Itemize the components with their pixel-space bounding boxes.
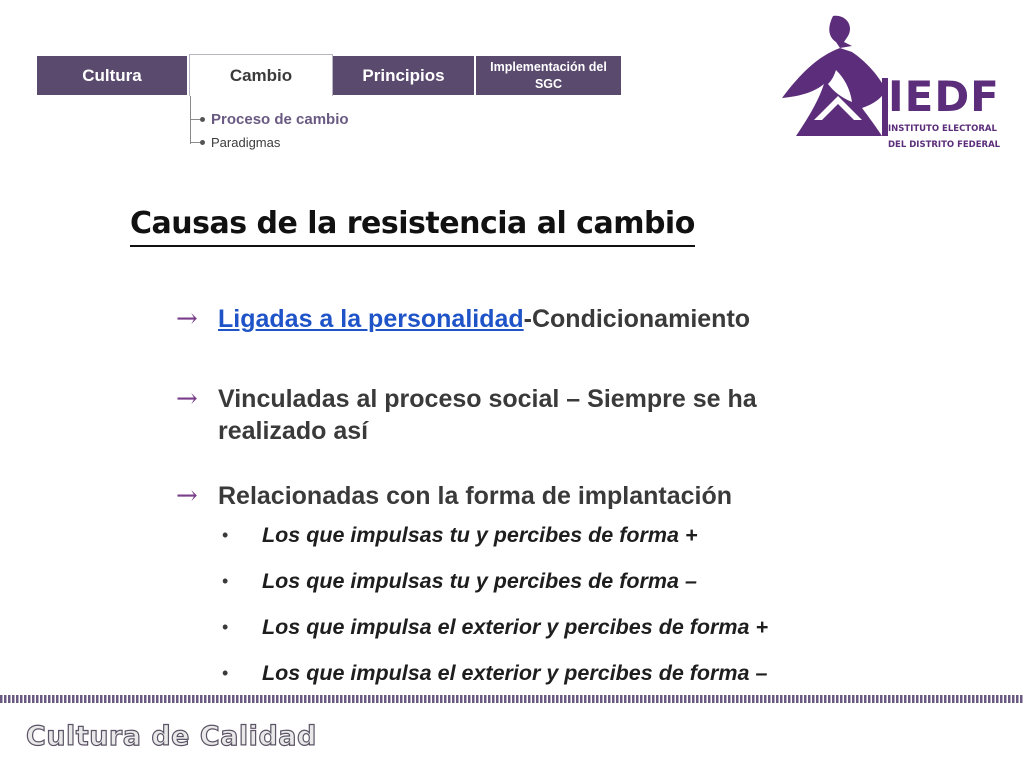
logo-wordmark (888, 72, 1001, 150)
logo-subtitle-line2: DEL DISTRITO FEDERAL (888, 140, 1001, 150)
footer-title: Cultura de Calidad (26, 721, 317, 752)
tab-cambio[interactable]: Cambio (189, 54, 333, 96)
subtopic-tree (188, 96, 448, 156)
list-item-text: Los que impulsas tu y percibes de forma + (262, 523, 698, 547)
tab-cultura[interactable]: Cultura (37, 56, 189, 95)
tab-principios[interactable]: Principios (333, 56, 476, 95)
bullet-dot-icon (200, 140, 205, 145)
bullet-dot-icon: • (222, 571, 229, 591)
list-item (222, 566, 768, 612)
list-item (222, 520, 768, 566)
subtopic-paradigmas[interactable] (190, 135, 280, 150)
list-item-text: Los que impulsa el exterior y percibes de forma – (262, 661, 768, 685)
arrow-right-icon: → (176, 481, 198, 511)
tab-implementacion[interactable] (476, 56, 621, 95)
bullet-suffix: -Condicionamiento (523, 305, 751, 333)
personalidad-link[interactable]: Ligadas a la personalidad (218, 305, 524, 333)
subtopic-proceso-de-cambio[interactable] (190, 111, 349, 128)
footer-divider (0, 695, 1024, 703)
list-item (222, 612, 768, 658)
list-item-text: Los que impulsas tu y percibes de forma – (262, 569, 697, 593)
subtopic-label: Paradigmas (211, 135, 281, 150)
tree-branch (190, 119, 200, 120)
bullet-implantacion (176, 480, 732, 512)
bullet-proceso-social (176, 383, 858, 447)
bullet-dot-icon (200, 117, 205, 122)
slide-title: Causas de la resistencia al cambio (130, 206, 695, 247)
bullet-dot-icon: • (222, 617, 229, 637)
logo-subtitle-line1: INSTITUTO ELECTORAL (888, 124, 997, 134)
logo-acronym: IEDF (888, 72, 1000, 121)
subtopic-label: Proceso de cambio (211, 111, 349, 128)
bullet-personalidad (176, 303, 750, 335)
tab-implementacion-label: Implementación del SGC (490, 59, 607, 91)
bullet-dot-icon: • (222, 663, 229, 683)
arrow-right-icon: → (176, 304, 198, 334)
bullet-text: Relacionadas con la forma de implantación (218, 482, 733, 510)
tree-branch (190, 142, 200, 143)
bullet-text: Vinculadas al proceso social – Siempre se ha realizado así (218, 385, 757, 445)
arrow-right-icon: → (176, 384, 198, 414)
section-tabs (37, 56, 621, 95)
bullet-text (218, 303, 750, 335)
list-item-text: Los que impulsa el exterior y percibes de forma + (262, 615, 769, 639)
sub-bullet-list (222, 520, 768, 704)
bullet-dot-icon: • (222, 525, 229, 545)
iedf-logo (778, 12, 1001, 150)
